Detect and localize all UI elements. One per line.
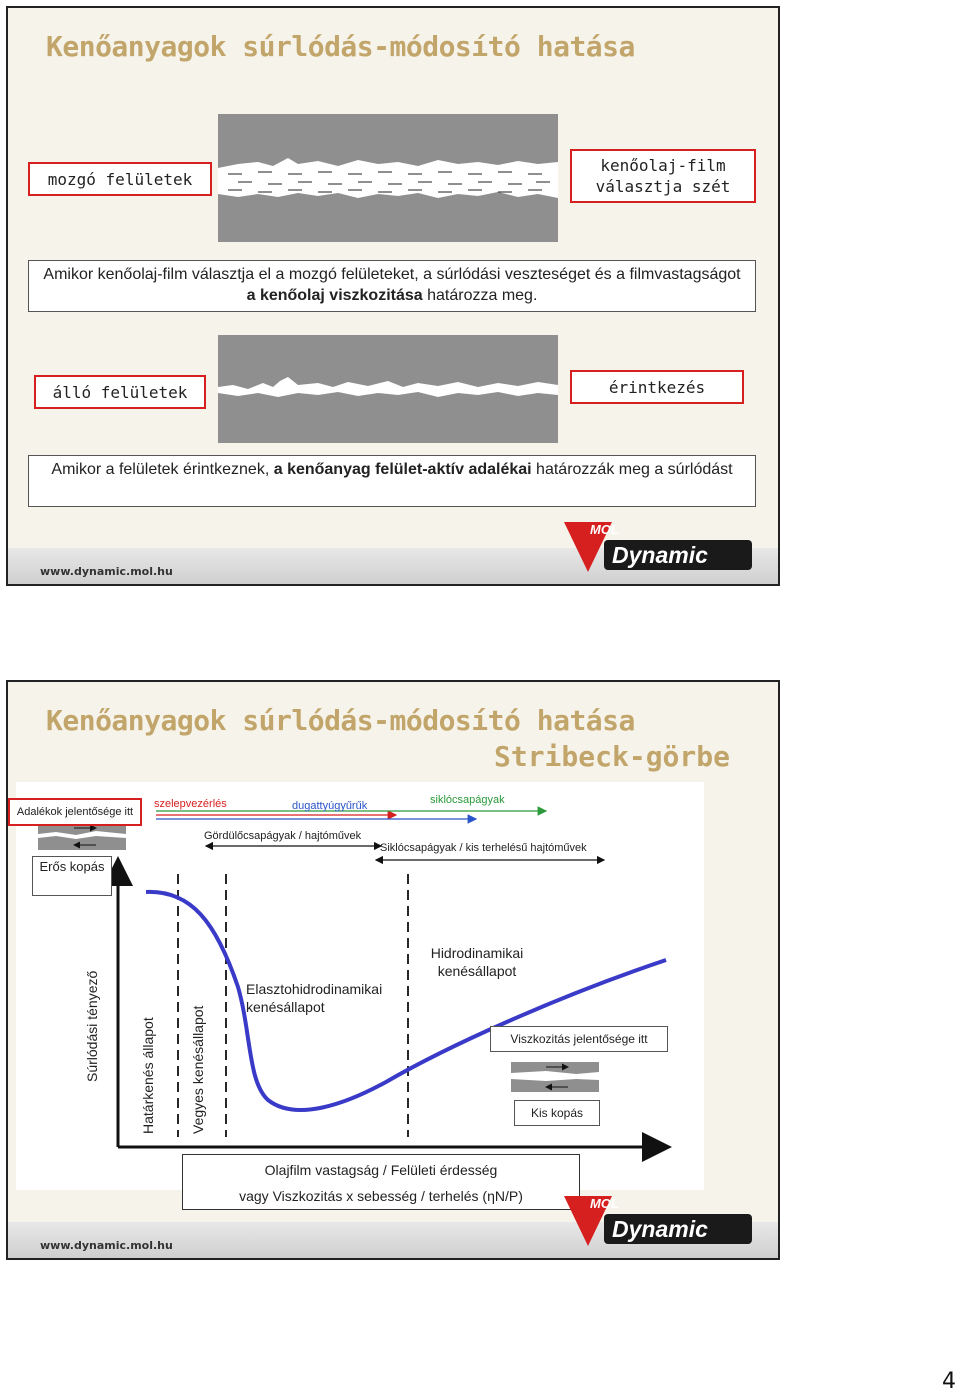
- page-number: 4: [942, 1369, 956, 1394]
- stribeck-chart: [16, 782, 704, 1190]
- slide-2-subtitle: Stribeck-görbe: [493, 740, 730, 773]
- info-box-additives: [28, 455, 756, 507]
- hd-regime-label: Hidrodinamikai kenésállapot: [430, 945, 524, 979]
- info1-text: Amikor kenőolaj-film választja el a mozgó felületeket, a súrlódási veszteséget és a filmvastagságot: [43, 266, 741, 283]
- info2-text: Amikor a felületek érintkeznek,: [51, 461, 274, 478]
- contacting-surfaces-image: [218, 335, 558, 443]
- mol-dynamic-logo: [560, 518, 756, 580]
- mixed-regime-label: Vegyes kenésállapot: [190, 1005, 206, 1134]
- piston-label: dugattyúgyűrűk: [292, 800, 368, 812]
- low-wear-box: Kis kopás: [514, 1100, 600, 1126]
- logo-text: Dynamic: [612, 542, 708, 568]
- footer-url-2[interactable]: www.dynamic.mol.hu: [40, 1239, 173, 1252]
- x-axis-label-box: [182, 1154, 580, 1210]
- viscosity-box: Viszkozitás jelentősége itt: [490, 1026, 668, 1052]
- contact-box: érintkezés: [570, 370, 744, 404]
- logo-text-2: Dynamic: [612, 1216, 708, 1242]
- logo-brand-2: MOL: [590, 1196, 619, 1211]
- info1-bold: a kenőolaj viszkozitása: [246, 287, 423, 304]
- static-surfaces-box: álló felületek: [34, 375, 206, 409]
- info-box-viscosity: [28, 260, 756, 312]
- slide-1: [6, 6, 780, 586]
- slide-1-title: Kenőanyagok súrlódás-módosító hatása: [46, 30, 635, 63]
- x-axis-label-line2: vagy Viszkozitás x sebesség / terhelés (ηN/P): [239, 1188, 523, 1204]
- slide-2: [6, 680, 780, 1260]
- slide-2-title: Kenőanyagok súrlódás-módosító hatása: [46, 704, 635, 737]
- info1-end: határozza meg.: [422, 287, 538, 304]
- info2-bold: a kenőanyag felület-aktív adalékai: [273, 461, 532, 478]
- logo-brand: MOL: [590, 522, 619, 537]
- mol-dynamic-logo-2: [560, 1192, 756, 1254]
- rolling-range-label: Gördülőcsapágyak / hajtóművek: [204, 830, 362, 842]
- oil-film-separated-surfaces-image: [218, 114, 558, 242]
- sliding-bearing-label: siklócsapágyak: [430, 794, 505, 806]
- y-axis-label: Súrlódási tényező: [84, 970, 100, 1082]
- info2-end: határozzák meg a súrlódást: [531, 461, 733, 478]
- sliding-range-label: Siklócsapágyak / kis terhelésű hajtóművek: [380, 842, 587, 854]
- footer-url[interactable]: www.dynamic.mol.hu: [40, 565, 173, 578]
- x-axis-label-line1: Olajfilm vastagság / Felületi érdesség: [264, 1162, 498, 1178]
- oil-film-separates-box: kenőolaj-film választja szét: [570, 149, 756, 203]
- boundary-regime-label: Határkenés állapot: [140, 1017, 156, 1134]
- additives-box: Adalékok jelentősége itt: [8, 798, 142, 826]
- heavy-wear-box: Erős kopás: [32, 856, 112, 896]
- moving-surfaces-box: mozgó felületek: [28, 162, 212, 196]
- valve-label: szelepvezérlés: [154, 798, 227, 810]
- ehd-regime-label: Elasztohidrodinamikai kenésállapot: [246, 981, 383, 1015]
